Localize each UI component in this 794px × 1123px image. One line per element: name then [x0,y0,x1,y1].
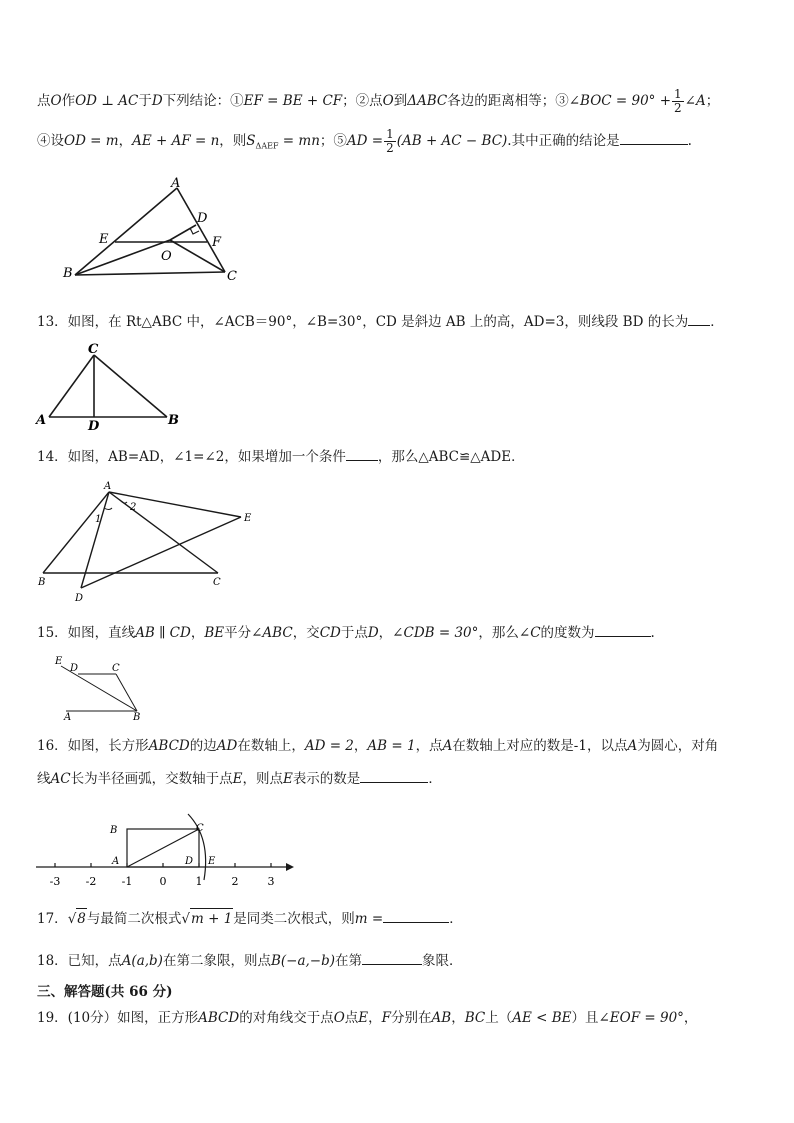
math: AB ∥ CD [135,625,191,641]
text: ， [118,133,133,149]
math: BE [204,625,225,641]
math: = mn [278,133,320,149]
label-b: B [63,266,73,281]
section-title: 三、解答题(共 66 分) [37,984,173,1000]
segment-ae [109,492,241,517]
fraction [672,88,684,115]
math: E [358,1010,369,1026]
math: O [382,93,394,109]
math: E [282,771,293,787]
denominator: 2 [386,141,394,155]
math: A [442,738,453,754]
radicand: 8 [76,908,87,929]
axis-tick-label: -1 [121,875,133,888]
text: 在第 [335,953,363,969]
label-d: D [70,663,79,674]
axis-tick-label: 2 [231,875,239,888]
text: 是同类二次根式，则 [233,911,355,927]
answer-blank[interactable] [360,768,428,783]
numerator: 1 [386,127,394,141]
label-b: B [168,413,179,428]
math: B(−a,−b) [270,953,336,969]
math: AE < BE [512,1010,572,1026]
math: E [232,771,243,787]
fraction [384,128,396,155]
text: .其中正确的结论是 [507,133,620,149]
q15-figure [52,652,152,724]
q13-text [37,311,724,332]
text: 表示的数是 [292,771,361,787]
text: 的度数为 [540,625,595,641]
text: ，点 [415,738,443,754]
axis-tick-label: -2 [85,875,97,888]
label-a: A [112,856,120,867]
text: 18．已知，点 [37,953,122,969]
label-c: C [227,269,237,284]
label-e: E [99,232,109,247]
math: BC [464,1010,486,1026]
math: ΔABC [407,93,448,109]
math: ∠BOC = 90° + [568,93,672,109]
math: ∠EOF = 90° [598,1010,684,1026]
text: 16．如图，长方形 [37,738,149,754]
math: AD = [346,133,384,149]
q12-line-1 [37,88,719,115]
label-f: F [212,235,222,250]
subscript: ΔAEF [255,141,279,151]
math: AB = 1 [367,738,416,754]
math: ABCD [198,1010,240,1026]
text: 的边 [189,738,217,754]
segment-ab [43,492,109,573]
label-a: A [36,413,47,428]
q17-text [37,908,463,929]
label-a: A [104,481,112,492]
text: 点 [344,1010,359,1026]
segment-ac [49,355,94,417]
text: 线 [37,771,51,787]
text: 在数轴上， [237,738,305,754]
label-e: E [208,856,216,867]
text: ； [705,93,720,109]
text: ． [449,911,463,927]
text: ）且 [571,1010,599,1026]
right-angle-mark [190,228,199,234]
q15-text [37,622,655,643]
angle-1-arc [104,508,112,510]
label-d: D [197,211,208,226]
text: ， [190,625,205,641]
answer-blank[interactable] [688,311,710,326]
text: ， [353,738,368,754]
text: 长为半径画弧，交数轴于点 [70,771,233,787]
sqrt-symbol: √ [67,911,77,927]
segment-bo [75,240,170,275]
q12-figure [55,170,255,290]
text: ，则 [219,133,247,149]
denominator: 2 [674,101,682,115]
math: AB [431,1010,452,1026]
text: 14．如图，AB=AD，∠1=∠2，如果增加一个条件 [37,449,346,465]
label-e: E [55,656,63,667]
q19-text [37,1008,697,1028]
math: S [246,133,256,149]
q14-figure [35,478,265,608]
text: 17． [37,911,68,927]
math: A [627,738,638,754]
angle-2-arc [120,500,127,503]
answer-blank[interactable] [362,950,422,965]
text: 象限． [422,953,463,969]
math: D [151,93,163,109]
math: F [381,1010,392,1026]
math: m = [354,911,384,927]
answer-blank[interactable] [346,446,378,461]
label-c: C [112,663,120,674]
text: ；⑤ [319,133,347,149]
q16-line-2 [37,768,442,789]
segment-cb [116,674,137,711]
label-c: C [88,342,99,357]
text: 分别在 [391,1010,432,1026]
label-b: B [110,825,118,836]
text: ， [683,1010,698,1026]
axis-tick-label: 1 [195,875,203,888]
math: (AB + AC − BC) [396,133,508,149]
text: ． [710,314,724,330]
math: O [50,93,62,109]
math: ∠C [518,625,541,641]
axis-arrow [286,863,294,871]
q14-text [37,446,525,467]
axis-tick-label: 3 [267,875,275,888]
segment-cb [94,355,167,417]
text: 在第二象限，则点 [162,953,271,969]
text: 下列结论：① [162,93,244,109]
text: ；②点 [342,93,383,109]
text: 作 [61,93,76,109]
label-o: O [161,249,172,264]
segment-bc [75,272,225,275]
math: O [333,1010,345,1026]
text: ． [428,771,442,787]
numerator: 1 [674,87,682,101]
math: OD = m [64,133,119,149]
segment-ac [109,492,218,573]
label-c: C [196,823,204,834]
label-d: D [88,419,100,434]
text: . [650,625,655,641]
text: ，则点 [242,771,283,787]
label-d: D [185,856,194,867]
segment-ac [177,188,225,272]
math: ∠ABC [251,625,293,641]
text: 到 [393,93,408,109]
math: ∠A [684,93,706,109]
axis-tick-label: -3 [49,875,61,888]
text: 的对角线交于点 [239,1010,334,1026]
q13-figure [35,340,185,432]
label-a: A [64,712,72,723]
axis-tick-label: 0 [159,875,167,888]
text: ，交 [292,625,320,641]
label-e: E [244,513,252,524]
text: 15．如图，直线 [37,625,136,641]
text: 19．(10分）如图，正方形 [37,1010,199,1026]
math: CD [319,625,341,641]
answer-blank[interactable] [383,908,449,923]
answer-blank[interactable] [595,622,651,637]
sqrt-symbol: √ [181,911,190,927]
label-angle-2: 2 [130,502,137,513]
text: 平分 [224,625,252,641]
label-angle-1: 1 [95,514,102,525]
math: AD [216,738,238,754]
q16-line-1 [37,736,718,756]
q18-text [37,950,463,971]
radicand: m + 1 [190,908,233,929]
text: ④设 [37,133,64,149]
math: EF = BE + CF [243,93,343,109]
text: 于 [138,93,152,109]
text: ， [368,1010,382,1026]
math: ABCD [148,738,190,754]
label-b: B [133,712,141,723]
text: 上（ [485,1010,513,1026]
text: ， [378,625,393,641]
text: 为圆心，对角 [637,738,719,754]
text: 与最简二次根式 [86,911,182,927]
math: AE + AF = n [132,133,220,149]
text: 于点 [340,625,368,641]
math: AC [50,771,71,787]
math: D [367,625,379,641]
text: 点 [37,93,51,109]
text: . [687,133,692,149]
math: ∠CDB = 30° [392,625,479,641]
math: A(a,b) [121,953,163,969]
math: OD ⊥ AC [75,93,139,109]
text: 13．如图，在 Rt△ABC 中，∠ACB＝90°，∠B=30°，CD 是斜边 AB 上的高，AD=3，则线段 BD 的长为 [37,314,689,330]
text: ，那么 [478,625,519,641]
text: ，那么△ABC≌△ADE． [377,449,525,465]
answer-blank[interactable] [620,130,688,145]
q12-line-2 [37,128,692,157]
text: 各边的距离相等；③ [447,93,569,109]
math: AD = 2 [304,738,354,754]
label-a: A [171,176,181,191]
text: ， [451,1010,465,1026]
label-b: B [38,577,46,588]
q16-figure [36,808,298,890]
text: 在数轴上对应的数是-1，以点 [452,738,628,754]
label-c: C [213,577,221,588]
label-d: D [75,593,84,604]
